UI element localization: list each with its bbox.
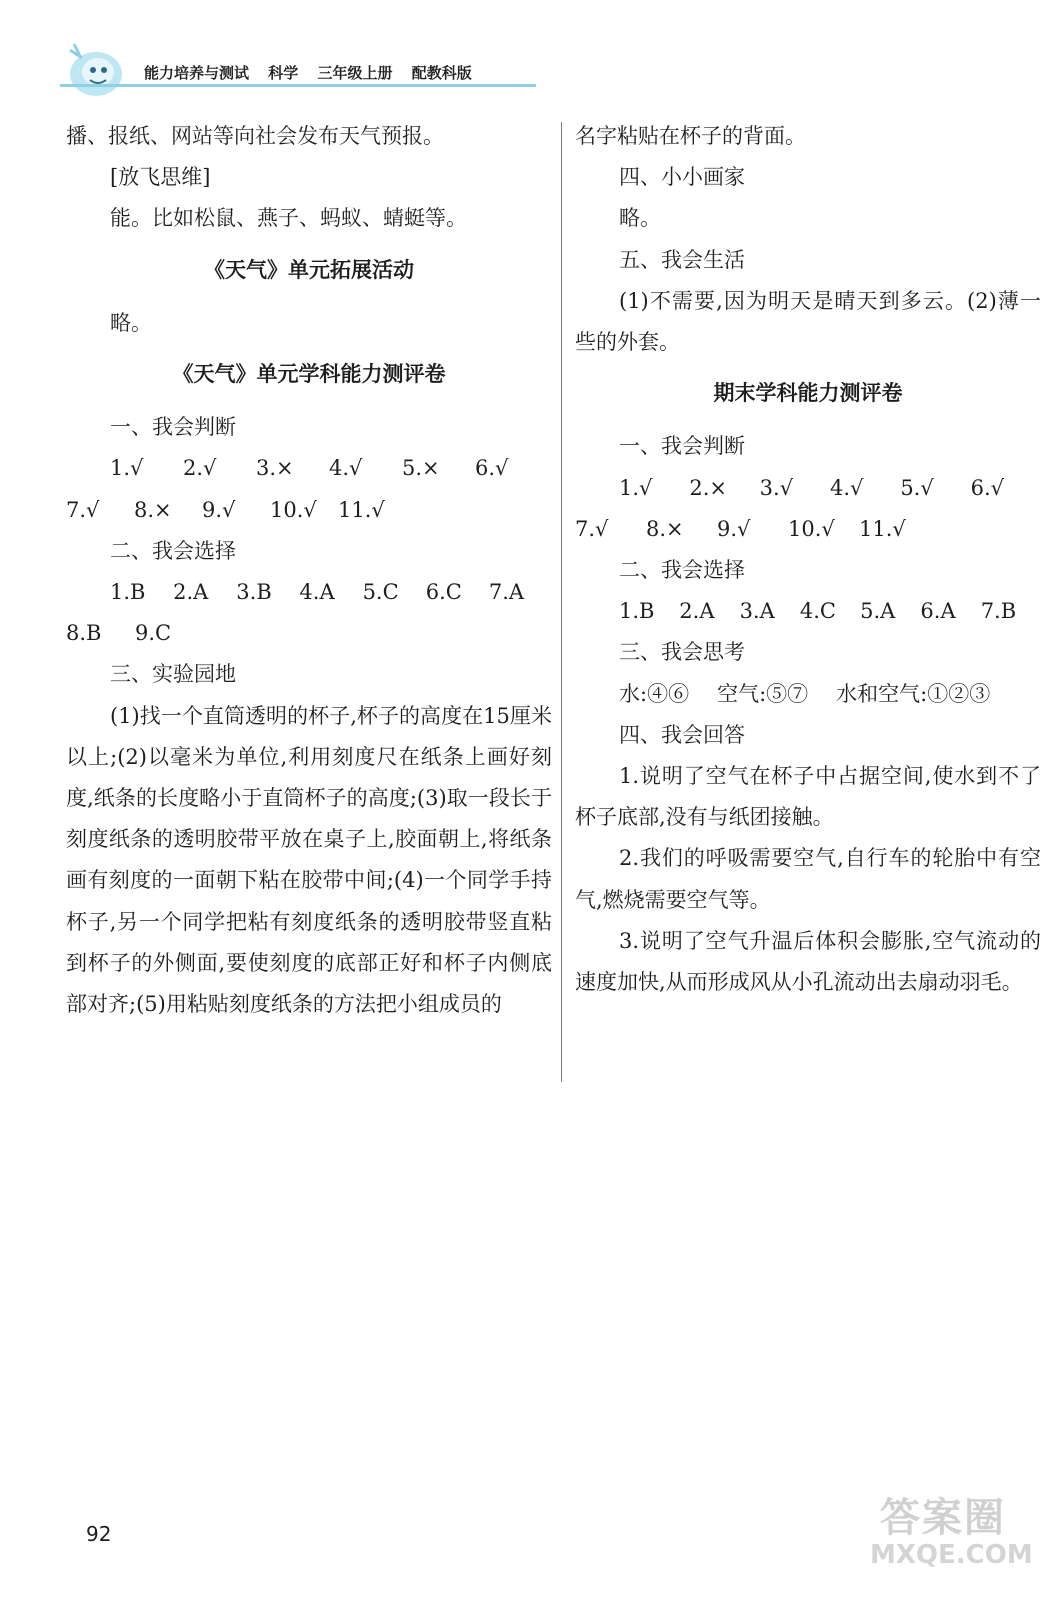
header-rule <box>60 84 536 87</box>
answer-row <box>66 448 552 489</box>
answer-item: 11.√ <box>859 516 906 541</box>
text-line: 播、报纸、网站等向社会发布天气预报。 <box>66 124 444 148</box>
experiment-text: (1)找一个直筒透明的杯子,杯子的高度在15厘米以上;(2)以毫米为单位,利用刻度尺在纸条上画好刻度,纸条的长度略小于直筒杯子的高度;(3)取一段长于刻度纸条的透明胶带平放在桌子上,胶面朝上,将纸条画有刻度的一面朝下粘在胶带中间;(4)一个同学手持杯子,另一个同学把粘有刻度纸条的透明胶带竖直粘到杯子的外侧面,要使刻度的底部正好和杯子内侧底部对齐;(5)用粘贴刻度纸条的方法把小组成员的 <box>66 703 552 1017</box>
answer-item: 8.B <box>66 621 102 646</box>
answer-item: 10.√ <box>788 516 835 541</box>
answer-item: 8.× <box>646 516 684 541</box>
answer-row <box>66 490 552 531</box>
answer-item: 6.C <box>425 580 462 605</box>
answer-row <box>575 674 1041 715</box>
answer-item: 9.C <box>135 621 172 646</box>
answer-row <box>575 509 1041 550</box>
answer-row <box>575 468 1041 509</box>
header-edition: 配教科版 <box>411 64 472 82</box>
answer-item: 3.√ <box>759 475 794 500</box>
answer-row <box>575 591 1041 632</box>
answer-item: 9.√ <box>202 497 236 522</box>
answer-item: 2.A <box>679 599 715 624</box>
answer-text: (1)不需要,因为明天是晴天到多云。(2)薄一些的外套。 <box>575 288 1041 355</box>
subsection-title: 一、我会判断 <box>110 415 236 440</box>
answer-item: 3.× <box>256 456 294 481</box>
subsection-title: 四、我会回答 <box>619 722 745 747</box>
page-number: 92 <box>86 1522 112 1546</box>
answer-item: 水和空气:①②③ <box>836 681 991 706</box>
left-column <box>66 116 552 1025</box>
answer-item: 4.√ <box>329 456 363 481</box>
subsection-title: 一、我会判断 <box>619 434 745 459</box>
answer-item: 2.A <box>173 580 209 605</box>
answer-item: 10.√ <box>270 497 317 522</box>
answer-item: 3.A <box>739 599 775 624</box>
answer-text: 3.说明了空气升温后体积会膨胀,空气流动的速度加快,从而形成风从小孔流动出去扇动羽毛。 <box>575 928 1041 995</box>
answer-item: 9.√ <box>717 516 751 541</box>
answer-text: 略。 <box>110 310 152 335</box>
header-grade: 三年级上册 <box>317 64 393 82</box>
answer-item: 7.√ <box>575 516 609 541</box>
section-heading: 期末学科能力测评卷 <box>713 381 903 406</box>
header-book: 能力培养与测试 <box>144 64 250 82</box>
answer-item: 3.B <box>236 580 272 605</box>
page-header <box>60 40 540 100</box>
mascot-icon <box>60 40 130 100</box>
answer-text: 1.说明了空气在杯子中占据空间,使水到不了杯子底部,没有与纸团接触。 <box>575 764 1041 830</box>
answer-text: 略。 <box>619 206 661 231</box>
column-divider <box>561 122 562 1082</box>
section-heading: 《天气》单元拓展活动 <box>204 257 414 282</box>
answer-item: 6.√ <box>970 475 1005 500</box>
right-column <box>575 116 1041 1003</box>
subsection-title: 三、我会思考 <box>619 640 745 665</box>
answer-item: 5.A <box>860 599 896 624</box>
answer-item: 2.× <box>689 475 727 500</box>
answer-item: 5.× <box>402 456 440 481</box>
answer-item: 4.C <box>799 599 836 624</box>
watermark <box>870 1478 1060 1578</box>
answer-item: 7.A <box>488 580 525 605</box>
answer-item: 1.B <box>110 580 146 605</box>
header-subject: 科学 <box>268 64 299 82</box>
answer-item: 4.√ <box>829 475 864 500</box>
answer-item: 1.√ <box>110 456 144 481</box>
answer-item: 8.× <box>134 497 172 522</box>
answer-text: 能。比如松鼠、燕子、蚂蚁、蜻蜓等。 <box>110 206 467 231</box>
answer-item: 5.√ <box>900 475 934 500</box>
answer-item: 空气:⑤⑦ <box>717 681 809 706</box>
subsection-title: 二、我会选择 <box>619 558 745 583</box>
subsection-title: 四、小小画家 <box>619 165 745 190</box>
subsection-title: 二、我会选择 <box>110 538 236 563</box>
subsection-title: 五、我会生活 <box>619 247 745 272</box>
answer-row <box>66 613 552 654</box>
section-label: [放飞思维] <box>110 165 211 190</box>
subsection-title: 三、实验园地 <box>110 662 236 687</box>
watermark-title: 答案圈 <box>880 1495 1006 1541</box>
answer-item: 1.B <box>619 599 655 624</box>
answer-item: 2.√ <box>183 456 217 481</box>
section-heading: 《天气》单元学科能力测评卷 <box>172 362 446 387</box>
answer-text: 2.我们的呼吸需要空气,自行车的轮胎中有空气,燃烧需要空气等。 <box>575 846 1041 912</box>
watermark-url: MXQE.COM <box>870 1540 1033 1570</box>
answer-item: 4.A <box>299 580 335 605</box>
header-title <box>144 62 486 83</box>
answer-item: 11.√ <box>338 497 385 522</box>
answer-item: 水:④⑥ <box>619 681 690 706</box>
answer-item: 6.√ <box>475 456 509 481</box>
answer-item: 1.√ <box>619 475 653 500</box>
answer-item: 5.C <box>362 580 399 605</box>
answer-item: 7.B <box>980 599 1017 624</box>
answer-item: 7.√ <box>66 497 100 522</box>
answer-item: 6.A <box>920 599 956 624</box>
answer-row <box>66 572 552 613</box>
text-line: 名字粘贴在杯子的背面。 <box>575 124 806 148</box>
